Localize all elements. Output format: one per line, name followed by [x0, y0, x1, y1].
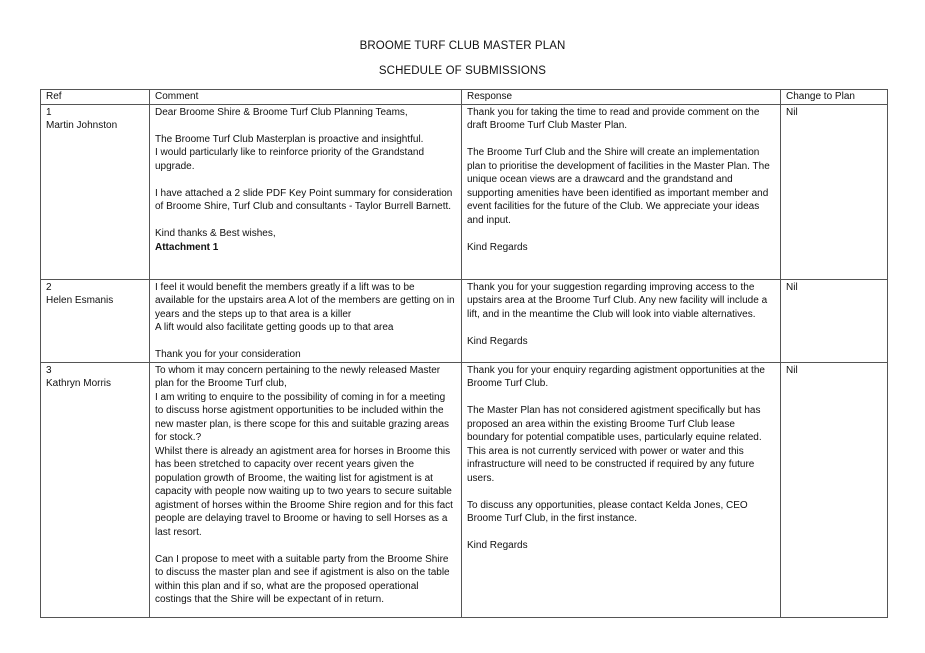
change-to-plan-cell: Nil [781, 362, 888, 617]
response-paragraph: Kind Regards [467, 540, 528, 551]
submissions-table [40, 89, 888, 618]
change-to-plan-cell: Nil [781, 279, 888, 362]
comment-paragraph: I have attached a 2 slide PDF Key Point summary for consideration of Broome Shire, Turf Club and consultants - Taylor Burrell Barnett. [155, 187, 453, 212]
comment-paragraph: Dear Broome Shire & Broome Turf Club Planning Teams, [155, 106, 408, 118]
comment-cell [150, 362, 462, 617]
table-row [41, 279, 888, 362]
response-paragraph: Kind Regards [467, 241, 528, 253]
document-title: BROOME TURF CLUB MASTER PLAN [359, 40, 566, 52]
comment-paragraph: I feel it would benefit the members greatly if a lift was to be available for the upstairs area A lot of the members are getting on in years and the steps up to that area is a killer A lift would also facilitate getting goods up to that area [155, 281, 455, 333]
comment-paragraph: To whom it may concern pertaining to the newly released Master plan for the Broome Turf club, I am writing to enquire to the possibility of coming in for a meeting to discuss horse agistment opportunities to be included within the new master plan, is there scope for this and suitable grazing areas for stock.? Whilst there is already an agistment area for horses in Broome this has been stretched to capacity over recent years given the population growth of Broome, the waiting list for agistment is at capacity with people now waiting up to two years to secure suitable agistment of horses within the Broome Shire region and for this fact people are delaying travel to Broome or having to sell Horses as a last resort. [155, 364, 453, 538]
submitter-name: Helen Esmanis [46, 295, 114, 306]
ref-cell [41, 279, 150, 362]
comment-paragraph: Can I propose to meet with a suitable party from the Broome Shire to discuss the master plan and see if agistment is also on the table within this plan and if so, what are the proposed operational costings that the Shire will be expectant of in return. [155, 553, 450, 605]
response-paragraph: The Master Plan has not considered agistment specifically but has proposed an area within the existing Broome Turf Club lease boundary for potential compatible uses, particularly equine related. This area is not currently serviced with power or water and this infrastructure will need to be constructed if required by any future users. [467, 405, 762, 484]
response-paragraph: Thank you for taking the time to read and provide comment on the draft Broome Turf Club Master Plan. [467, 106, 760, 131]
table-header-row [41, 90, 888, 105]
response-cell [462, 104, 781, 279]
document-subtitle: SCHEDULE OF SUBMISSIONS [378, 65, 547, 77]
comment-paragraph: The Broome Turf Club Masterplan is proactive and insightful. I would particularly like to reinforce priority of the Grandstand upgrade. [155, 133, 425, 172]
response-paragraph: To discuss any opportunities, please contact Kelda Jones, CEO Broome Turf Club, in the first instance. [467, 499, 748, 524]
ref-number: 2 [46, 281, 52, 293]
ref-cell [41, 362, 150, 617]
table-row [41, 104, 888, 279]
response-cell [462, 362, 781, 617]
header-ref: Ref [41, 90, 150, 105]
response-paragraph: Thank you for your suggestion regarding improving access to the upstairs area at the Broome Turf Club. Any new facility will include a lift, and in the meantime the Club will look into viable alternatives. [467, 281, 768, 320]
ref-number: 3 [46, 364, 52, 376]
comment-paragraph: Thank you for your consideration [155, 349, 301, 360]
ref-cell [41, 104, 150, 279]
submitter-name: Kathryn Morris [46, 378, 112, 389]
change-to-plan-cell: Nil [781, 104, 888, 279]
comment-cell [150, 279, 462, 362]
header-change-to-plan: Change to Plan [781, 90, 888, 105]
comment-cell [150, 104, 462, 279]
comment-paragraph: Kind thanks & Best wishes, [155, 228, 276, 239]
response-cell [462, 279, 781, 362]
header-response: Response [462, 90, 781, 105]
submitter-name: Martin Johnston [46, 120, 118, 131]
header-comment: Comment [150, 90, 462, 105]
attachment-label: Attachment 1 [155, 241, 219, 253]
table-row [41, 362, 888, 617]
response-paragraph: Thank you for your enquiry regarding agistment opportunities at the Broome Turf Club. [467, 364, 765, 389]
ref-number: 1 [46, 106, 52, 118]
response-paragraph: Kind Regards [467, 335, 528, 347]
response-paragraph: The Broome Turf Club and the Shire will create an implementation plan to prioritise the development of facilities in the Master Plan. The unique ocean views are a drawcard and the grandstand and supporting amenities have been identified as important member and event facilities for the future of the Club. We appreciate your ideas and input. [467, 147, 770, 226]
